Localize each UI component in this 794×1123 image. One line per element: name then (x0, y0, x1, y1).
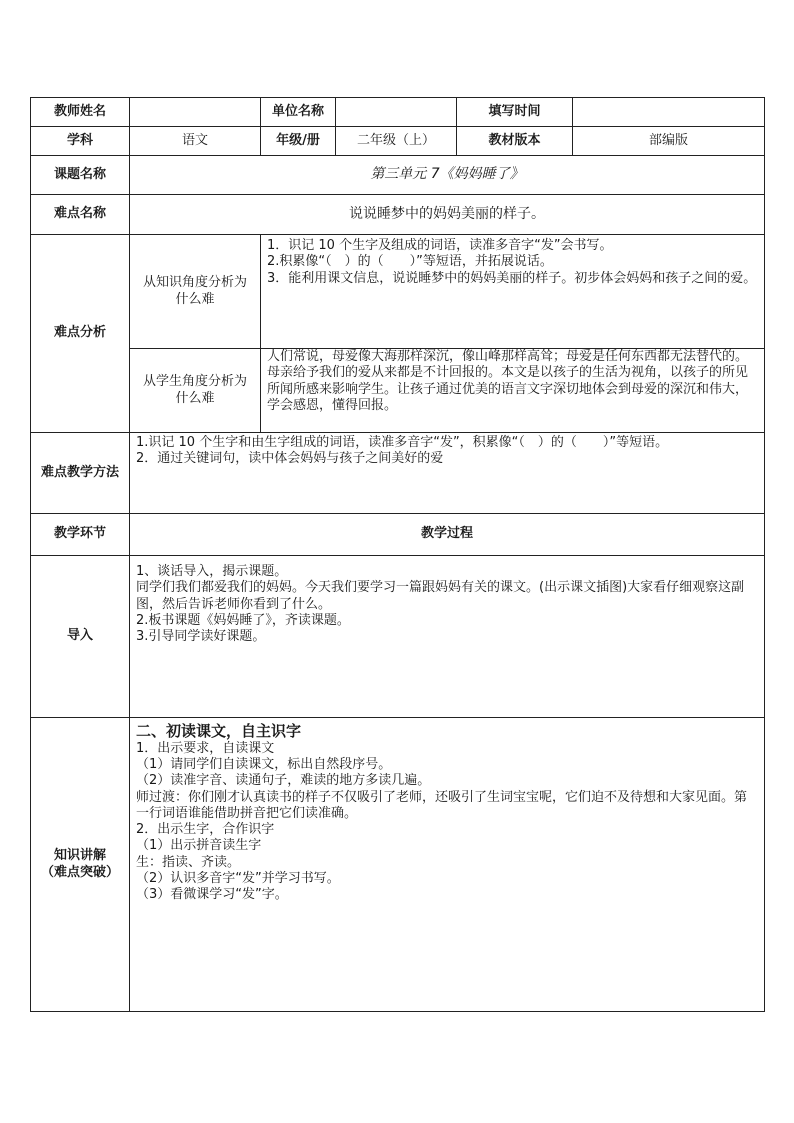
knowledge-line: （3）看微课学习“发”字。 (136, 887, 288, 902)
lesson-plan-table (30, 97, 765, 1012)
subject-label: 学科 (31, 127, 130, 156)
knowledge-line: 3．能利用课文信息，说说睡梦中的妈妈美丽的样子。初步体会妈妈和孩子之间的爱。 (267, 270, 757, 286)
method-line: 2．通过关键词句，读中体会妈妈与孩子之间美好的爱 (136, 451, 444, 467)
method-row (31, 433, 765, 514)
grade-value: 二年级（上） (336, 127, 457, 156)
info-row (31, 127, 765, 156)
stage-label: 教学环节 (31, 514, 130, 556)
knowledge-section-label (31, 718, 130, 1012)
difficulty-row (31, 195, 765, 235)
analysis-knowledge-row (31, 235, 765, 349)
knowledge-line: 师过渡：你们刚才认真读书的样子不仅吸引了老师，还吸引了生词宝宝呢，它们迫不及待想和大家见面。第一行词语谁能借助拼音把它们读准确。 (136, 789, 748, 821)
grade-label: 年级/册 (261, 127, 336, 156)
knowledge-section-content (130, 718, 765, 1012)
knowledge-line: （2）读准字音、读通句子，难读的地方多读几遍。 (136, 773, 431, 789)
student-angle-label: 从学生角度分析为什么难 (130, 349, 261, 433)
method-label: 难点教学方法 (31, 433, 130, 514)
unit-name-label: 单位名称 (261, 98, 336, 127)
knowledge-angle-label: 从知识角度分析为什么难 (130, 235, 261, 349)
process-label: 教学过程 (130, 514, 765, 556)
knowledge-line: （1）请同学们自读课文，标出自然段序号。 (136, 757, 392, 772)
knowledge-line: （1）出示拼音读生字 (136, 838, 262, 854)
fill-time-label: 填写时间 (457, 98, 573, 127)
edition-value: 部编版 (573, 127, 765, 156)
teacher-name-label: 教师姓名 (31, 98, 130, 127)
method-line: 1.识记 10 个生字和由生字组成的词语，读准多音字“发”，积累像“（ ）的（ ）”等短语。 (136, 435, 669, 450)
difficulty-value: 说说睡梦中的妈妈美丽的样子。 (130, 195, 765, 235)
analysis-student-row (31, 349, 765, 433)
knowledge-line: 生：指读、齐读。 (136, 854, 241, 870)
knowledge-label-line1: 知识讲解 (53, 848, 106, 864)
intro-line: 同学们我们都爱我们的妈妈。今天我们要学习一篇跟妈妈有关的课文。(出示课文插图)大家看仔细观察这副图，然后告诉老师你看到了什么。 (136, 580, 745, 612)
subject-value: 语文 (130, 127, 261, 156)
unit-name-value (336, 98, 457, 127)
method-content (130, 433, 765, 514)
student-angle-content (261, 349, 765, 433)
teacher-name-value (130, 98, 261, 127)
intro-label: 导入 (31, 556, 130, 718)
knowledge-row (31, 718, 765, 1012)
lesson-row (31, 156, 765, 195)
intro-line: 2.板书课题《妈妈睡了》，齐读课题。 (136, 612, 350, 628)
knowledge-line: （2）认识多音字“发”并学习书写。 (136, 870, 340, 886)
header-row (31, 98, 765, 127)
student-angle-text: 人们常说，母爱像大海那样深沉，像山峰那样高耸；母爱是任何东西都无法替代的。母亲给予我们的爱从来都是不计回报的。本文是以孩子的生活为视角，以孩子的所见所闻所感来影响学生。让孩子通过优美的语言文字深切地体会到母爱的深沉和伟大，学会感恩，懂得回报。 (267, 349, 749, 413)
intro-line: 1、谈话导入，揭示课题。 (136, 564, 288, 579)
analysis-label: 难点分析 (31, 235, 130, 433)
lesson-title-label: 课题名称 (31, 156, 130, 195)
intro-line: 3.引导同学读好课题。 (136, 629, 266, 644)
intro-row (31, 556, 765, 718)
process-header-row (31, 514, 765, 556)
knowledge-line: 2.积累像“（ ）的（ ）”等短语，并拓展说话。 (267, 254, 553, 270)
difficulty-label: 难点名称 (31, 195, 130, 235)
knowledge-angle-content (261, 235, 765, 349)
intro-content (130, 556, 765, 718)
knowledge-section-title: 二、初读课文，自主识字 (136, 722, 302, 740)
fill-time-value (573, 98, 765, 127)
edition-label: 教材版本 (457, 127, 573, 156)
knowledge-line: 1．出示要求，自读课文 (136, 740, 275, 756)
lesson-title-value: 第三单元 7《妈妈睡了》 (130, 156, 765, 195)
knowledge-label-line2: （难点突破） (40, 864, 119, 880)
knowledge-line: 1．识记 10 个生字及组成的词语，读准多音字“发”会书写。 (267, 238, 613, 253)
knowledge-line: 2．出示生字，合作识字 (136, 822, 275, 837)
